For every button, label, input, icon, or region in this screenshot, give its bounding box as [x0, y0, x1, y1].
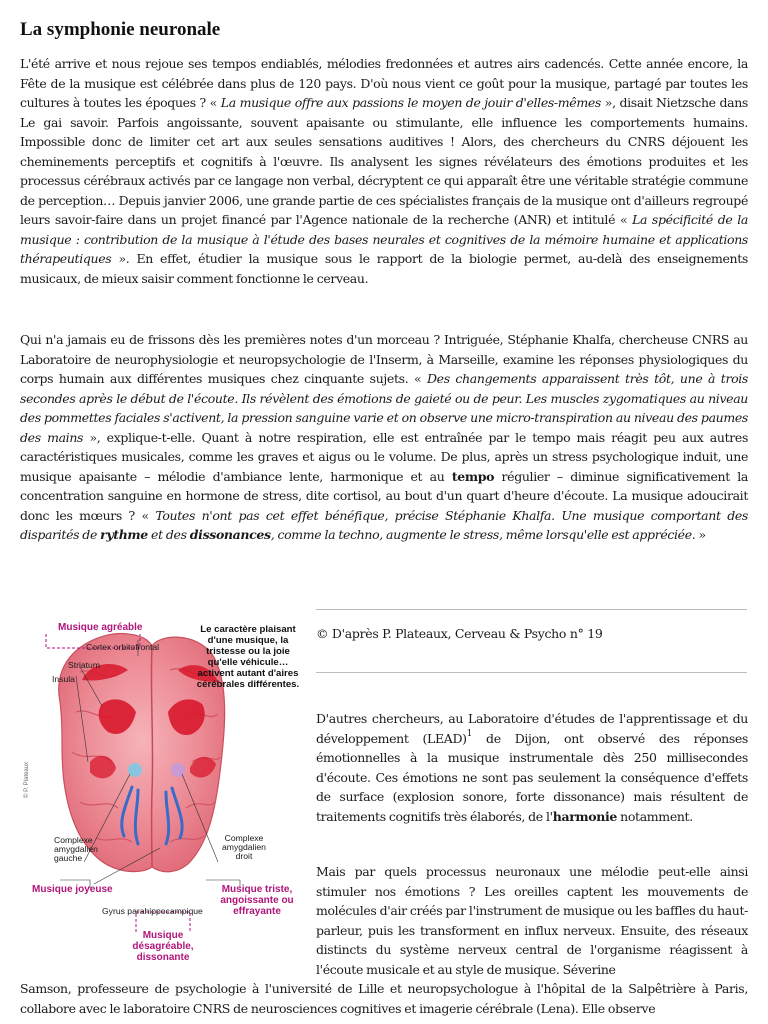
paragraph-lead	[316, 709, 748, 826]
keyword-rythme[interactable]: rythme	[100, 527, 148, 542]
p2-quote-3: et des	[151, 527, 187, 542]
keyword-tempo[interactable]: tempo	[451, 468, 495, 484]
label-musique-desagreable: Musique désagréable, dissonante	[132, 930, 194, 963]
figure-credit: © D'après P. Plateaux, Cerveau & Psycho n° 19	[316, 626, 603, 641]
p2-text-4: »	[698, 527, 706, 542]
p1-text-2: », disait Nietzsche dans Le gai savoir. Parfois angoissante, souvent apaisante ou stimulante, elle influence les comportements humains. Impossible donc de limiter cet art aux seules sensations auditives ! Alors, des chercheurs du CNRS déjouent les cheminements perceptifs et cognitifs à l'œuvre. Ils analysent les signes révélateurs des émotions produites et les processus cérébraux activés par ce langage non verbal, décryptent ce qui apparaît être une véritable stratégie commune de perception… Depuis janvier 2006, une grande partie de ces spécialistes français de la musique ont d'ailleurs regroupé leurs savoir-faire dans un projet financé par l'Agence nationale de la recherche (ANR) et intitulé «	[20, 95, 748, 227]
p2-quote-2: Toutes n'ont pas cet effet bénéfique, précise Stéphanie Khalfa. Une musique comportant des disparités de	[20, 507, 748, 542]
p1-text-3: ». En effet, étudier la musique sous le rapport de la biologie permet, au-delà des enseignements musicaux, de mieux saisir comment fonctionne le cerveau.	[20, 251, 748, 286]
label-musique-triste: Musique triste, angoissante ou effrayante	[220, 884, 294, 917]
p2-text-3: régulier – diminue significativement la concentration sanguine en hormone de stress, dite cortisol, au bout d'un quart d'heure d'écoute. La musique adoucirait donc les mœurs ? «	[20, 468, 749, 523]
article-title: La symphonie neuronale	[20, 19, 221, 40]
label-cortex-orbitofrontal: Cortex orbitofrontal	[86, 642, 160, 652]
p3-text-3: notamment.	[620, 808, 693, 824]
paragraph-processes-cont	[20, 979, 748, 1018]
p2-text-1: Qui n'a jamais eu de frissons dès les premières notes d'un morceau ? Intriguée, Stéphanie Khalfa, chercheuse CNRS au Laboratoire de neurophysiologie et neuropsychologie de l'Inserm, à Marseille, examine les réponses physiologiques du corps humain aux différentes musiques chez cinquante sujets. «	[20, 332, 748, 386]
keyword-harmonie[interactable]: harmonie	[552, 808, 618, 824]
paragraph-khalfa	[20, 330, 748, 545]
amygdala-right-marker	[171, 763, 185, 777]
footnote-ref[interactable]: 1	[466, 729, 473, 740]
label-insula: Insula	[52, 674, 75, 684]
keyword-dissonances[interactable]: dissonances	[189, 527, 271, 542]
label-amygdala-right: Complexe amygdalien droit	[222, 833, 266, 861]
label-gyrus-parahippocampique: Gyrus parahippocampique	[102, 906, 203, 916]
p3-text-1: D'autres chercheurs, au Laboratoire d'études de l'apprentissage et du développement (LEAD)	[316, 711, 748, 746]
p4-text-rest: Samson, professeure de psychologie à l'université de Lille et neuropsychologue à l'hôpital de la Salpêtrière à Paris, collabore avec le laboratoire CNRS de neurosciences cognitives et imagerie cérébrale (Lena). Elle observe	[20, 981, 748, 1016]
brain-figure	[20, 612, 310, 970]
p1-quote-nietzsche: La musique offre aux passions le moyen de jouir d'elles-mêmes	[220, 95, 601, 110]
label-striatum: Striatum	[68, 660, 100, 670]
divider-bottom	[316, 672, 747, 673]
p2-text-2: », explique-t-elle. Quant à notre respiration, elle est entraînée par le tempo mais réagit peu aux autres caractéristiques musicales, comme les graves et aigus ou le volume. De plus, après un stress psychologique induit, une musique apaisante – mélodie d'ambiance lente, harmonique et au	[20, 429, 749, 484]
paragraph-processes	[316, 862, 748, 979]
label-musique-joyeuse: Musique joyeuse	[32, 884, 113, 895]
p2-quote-4: , comme la techno, augmente le stress, même lorsqu'elle est appréciée.	[270, 527, 696, 542]
label-amygdala-left: Complexe amygdalien gauche	[54, 835, 98, 863]
p4-text-first: Mais par quels processus neuronaux une mélodie peut-elle ainsi stimuler nos émotions ? Les oreilles captent les mouvements de molécules d'air créés par l'instrument de musique ou les baffles du haut-parleur, puis les transforment en influx nerveux. Ensuite, des réseaux distincts du système nerveux central de l'organisme réagissent à l'écoute musicale et au style de musique. Séverine	[316, 864, 748, 977]
label-musique-agreable: Musique agréable	[58, 622, 143, 633]
p1-quote-project: La spécificité de la musique : contribution de la musique à l'étude des bases neurales et cognitives de la mémoire humaine et applications thérapeutiques	[20, 212, 748, 266]
p1-text-1: L'été arrive et nous rejoue ses tempos endiablés, mélodies fredonnées et autres airs cadencés. Cette année encore, la Fête de la musique est célébrée dans plus de 120 pays. D'où nous vient ce goût pour la musique, partagé par toutes les cultures à toutes les époques ? «	[20, 56, 748, 110]
amygdala-left-marker	[128, 763, 142, 777]
divider-top	[316, 609, 747, 610]
photo-credit: © P. Plateaux	[24, 762, 30, 798]
figure-caption: Le caractère plaisant d'une musique, la tristesse ou la joie qu'elle véhicule… activent autant d'aires cérébrales différentes.	[196, 624, 300, 690]
p2-quote-1: Des changements apparaissent très tôt, une à trois secondes après le début de l'écoute. Ils révèlent des émotions de gaieté ou de peur. Les muscles zygomatiques au niveau des pommettes faciales s'activent, la pression sanguine varie et on observe une micro-transpiration au niveau des paumes des mains	[20, 371, 748, 445]
p3-text-2: de Dijon, ont observé des réponses émotionnelles à la musique instrumentale dès 250 millisecondes d'écoute. Ces émotions ne sont pas seulement la conséquence d'effets de surface (explosion sonore, forte dissonance) mais résultent de traitements cognitifs très élaborés, de l'	[316, 730, 748, 824]
paragraph-intro	[20, 54, 748, 288]
